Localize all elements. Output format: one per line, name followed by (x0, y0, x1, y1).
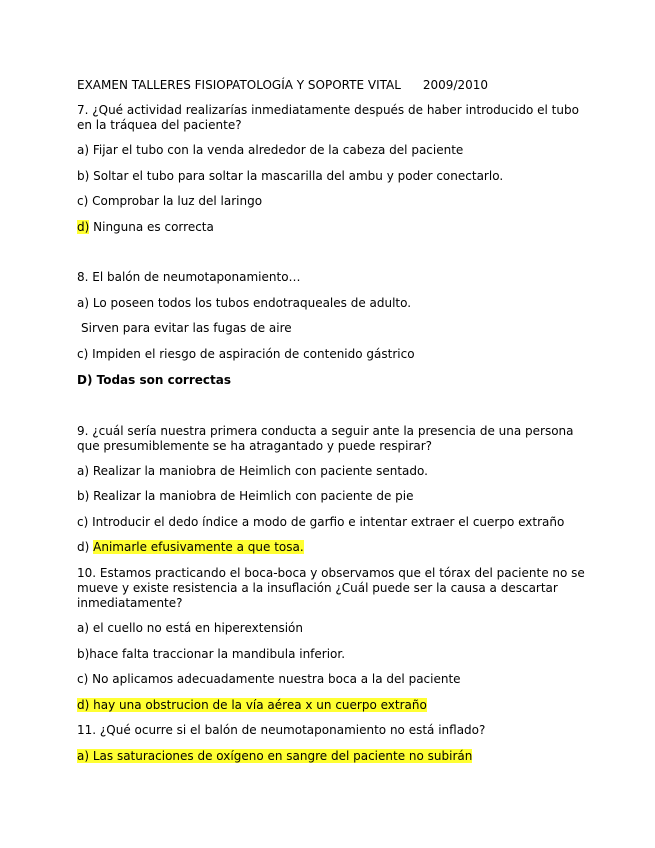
q9-option-d-prefix: d) (77, 540, 94, 554)
q8-option-c: c) Impiden el riesgo de aspiración de contenido gástrico (77, 347, 415, 361)
q8-option-b: Sirven para evitar las fugas de aire (81, 321, 292, 335)
q7-option-a: a) Fijar el tubo con la venda alrededor de la cabeza del paciente (77, 143, 464, 157)
q10-option-d (77, 698, 427, 713)
q11-option-a (77, 749, 472, 764)
q7-option-d-prefix: d) (77, 220, 90, 234)
q10-option-c: c) No aplicamos adecuadamente nuestra boca a la del paciente (77, 672, 461, 686)
q8-option-d: D) Todas son correctas (77, 373, 231, 387)
exam-header (77, 78, 488, 93)
q7-option-b: b) Soltar el tubo para soltar la mascarilla del ambu y poder conectarlo. (77, 169, 504, 183)
exam-title: EXAMEN TALLERES FISIOPATOLOGÍA Y SOPORTE VITAL (77, 78, 401, 92)
q10-question: 10. Estamos practicando el boca-boca y observamos que el tórax del paciente no se mueve y existe resistencia a la insuflación ¿Cuál puede ser la causa a descartar inmediatamente? (77, 566, 585, 610)
q10-option-d-text: d) hay una obstrucion de la vía aérea x un cuerpo extraño (77, 698, 427, 712)
q10-option-a: a) el cuello no está en hiperextensión (77, 621, 303, 635)
q8-question: 8. El balón de neumotaponamiento… (77, 270, 301, 284)
q7-option-c: c) Comprobar la luz del laringo (77, 194, 263, 208)
q7-question: 7. ¿Qué actividad realizarías inmediatamente después de haber introducido el tubo en la tráquea del paciente? (77, 103, 579, 132)
q9-option-b: b) Realizar la maniobra de Heimlich con paciente de pie (77, 489, 414, 503)
q9-option-a: a) Realizar la maniobra de Heimlich con paciente sentado. (77, 464, 428, 478)
q11-question: 11. ¿Qué ocurre si el balón de neumotaponamiento no está inflado? (77, 723, 486, 737)
q10-option-b: b)hace falta traccionar la mandibula inferior. (77, 647, 346, 661)
q7-option-d-text: Ninguna es correcta (89, 220, 214, 234)
exam-year: 2009/2010 (422, 78, 489, 92)
q8-option-a: a) Lo poseen todos los tubos endotraqueales de adulto. (77, 296, 412, 310)
q9-option-d-text: Animarle efusivamente a que tosa. (93, 540, 304, 554)
q9-question: 9. ¿cuál sería nuestra primera conducta a seguir ante la presencia de una persona que presumiblemente se ha atragantado y puede respirar? (77, 424, 574, 453)
q9-option-c: c) Introducir el dedo índice a modo de garfio e intentar extraer el cuerpo extraño (77, 515, 565, 529)
q7-option-d (77, 220, 214, 235)
q11-option-a-text: a) Las saturaciones de oxígeno en sangre del paciente no subirán (77, 749, 473, 763)
q9-option-d (77, 540, 304, 555)
